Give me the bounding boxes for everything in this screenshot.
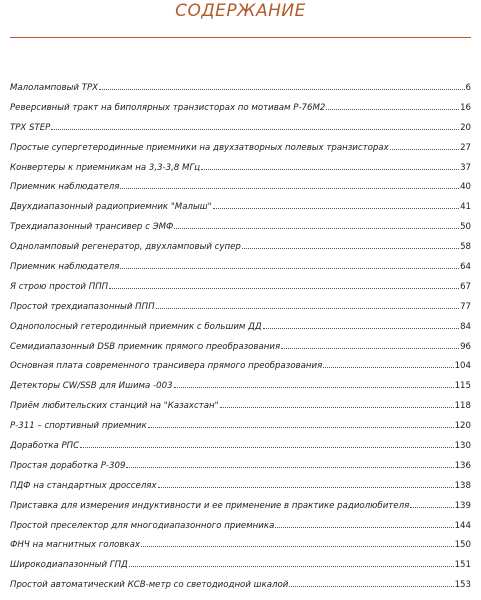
toc-dot-leader — [220, 406, 454, 408]
toc-entry-title: Р-311 – спортивный приемник — [10, 421, 147, 432]
toc-entry-page: 104 — [454, 361, 471, 372]
toc-entry-title: Приставка для измерения индуктивности и ее применение в практике радиолюбителя — [10, 500, 410, 511]
toc-entry-title: ФНЧ на магнитных головках — [10, 540, 140, 551]
toc-dot-leader — [156, 307, 460, 309]
toc-dot-leader — [148, 426, 454, 428]
toc-entry[interactable] — [10, 139, 471, 159]
toc-dot-leader — [326, 108, 459, 110]
toc-entry-page: 40 — [460, 182, 471, 193]
toc-entry-page: 153 — [454, 580, 471, 591]
toc-entry[interactable] — [10, 556, 471, 576]
toc-entry-title: Трехдиапазонный трансивер с ЭМФ — [10, 222, 174, 233]
title-divider — [10, 37, 471, 38]
toc-entry-page: 37 — [460, 162, 471, 173]
toc-entry-title: ПДФ на стандартных дросселях — [10, 480, 157, 491]
toc-entry-page: 96 — [460, 341, 471, 352]
toc-entry[interactable] — [10, 457, 471, 477]
toc-entry[interactable] — [10, 159, 471, 179]
toc-entry[interactable] — [10, 218, 471, 238]
toc-entry-title: Детекторы CW/SSB для Ишима -003 — [10, 381, 173, 392]
page-title: СОДЕРЖАНИЕ — [175, 1, 306, 21]
toc-entry[interactable] — [10, 377, 471, 397]
toc-entry-page: 77 — [460, 301, 471, 312]
toc-entry[interactable] — [10, 338, 471, 358]
toc-dot-leader — [126, 466, 453, 468]
toc-entry-page: 64 — [460, 262, 471, 273]
toc-dot-leader — [120, 187, 459, 189]
toc-entry-page: 150 — [454, 540, 471, 551]
toc-dot-leader — [323, 366, 453, 368]
toc-dot-leader — [158, 486, 454, 488]
toc-entry[interactable] — [10, 437, 471, 457]
toc-entry-page: 6 — [465, 83, 471, 93]
toc-entry-title: Реверсивный тракт на биполярных транзисторах по мотивам Р-76М2 — [10, 102, 326, 113]
toc-entry-title: Однополосный гетеродинный приемник с большим ДД — [10, 321, 262, 332]
toc-entry-title: Доработка РПС — [10, 441, 80, 452]
toc-dot-leader — [80, 446, 454, 448]
toc-dot-leader — [174, 386, 454, 388]
toc-entry-title: Простые супергетеродинные приемники на двухзатворных полевых транзисторах — [10, 142, 389, 153]
toc-entry[interactable] — [10, 517, 471, 537]
toc-entry-title: Широкодиапазонный ГПД — [10, 560, 128, 571]
toc-entry-page: 41 — [460, 202, 471, 213]
toc-dot-leader — [263, 327, 460, 329]
toc-dot-leader — [275, 526, 453, 528]
toc-entry-page: 115 — [454, 381, 471, 392]
toc-dot-leader — [281, 347, 459, 349]
toc-entry-page: 138 — [454, 480, 471, 491]
toc-entry-title: Основная плата современного трансивера прямого преобразования — [10, 361, 323, 372]
toc-dot-leader — [410, 506, 453, 508]
toc-entry[interactable] — [10, 198, 471, 218]
toc-entry-title: Малоламповый ТРХ — [10, 83, 99, 93]
toc-dot-leader — [201, 168, 459, 170]
toc-entry-title: Одноламповый регенератор, двухламповый супер — [10, 242, 241, 253]
toc-entry-page: 120 — [454, 421, 471, 432]
toc-entry[interactable] — [10, 258, 471, 278]
toc-entry[interactable] — [10, 536, 471, 556]
toc-entry-title: Приемник наблюдателя — [10, 262, 120, 273]
toc-dot-leader — [390, 148, 459, 150]
toc-entry[interactable] — [10, 318, 471, 338]
toc-entry-page: 136 — [454, 460, 471, 471]
toc-entry-page: 139 — [454, 500, 471, 511]
toc-entry[interactable] — [10, 477, 471, 497]
toc-entry-title: Конвертеры к приемникам на 3,3-3,8 МГц — [10, 162, 201, 173]
toc-entry[interactable] — [10, 79, 471, 99]
toc-entry-title: Я строю простой ППП — [10, 281, 109, 292]
toc-entry-page: 16 — [460, 102, 471, 113]
toc-entry[interactable] — [10, 99, 471, 119]
toc-entry-title: Двухдиапазонный радиоприемник "Малыш" — [10, 202, 212, 213]
toc-entry-title: Семидиапазонный DSB приемник прямого преобразования — [10, 341, 281, 352]
toc-entry[interactable] — [10, 238, 471, 258]
toc-entry-page: 151 — [454, 560, 471, 571]
toc-dot-leader — [242, 247, 459, 249]
toc-entry-page: 20 — [460, 122, 471, 133]
toc-entry-title: Простой трехдиапазонный ППП — [10, 301, 155, 312]
toc-dot-leader — [213, 207, 459, 209]
toc-entry[interactable] — [10, 576, 471, 596]
toc-dot-leader — [141, 545, 454, 547]
toc-entry[interactable] — [10, 397, 471, 417]
table-of-contents — [10, 79, 471, 596]
toc-entry[interactable] — [10, 417, 471, 437]
toc-entry-title: Простой преселектор для многодиапазонного приемника — [10, 520, 275, 531]
toc-entry-title: Приём любительских станций на "Казахстан" — [10, 401, 219, 412]
toc-entry-page: 84 — [460, 321, 471, 332]
toc-entry-page: 67 — [460, 281, 471, 292]
toc-dot-leader — [289, 585, 453, 587]
toc-dot-leader — [51, 128, 459, 130]
toc-entry-title: TPX STEP — [10, 122, 51, 133]
toc-entry[interactable] — [10, 298, 471, 318]
toc-entry-page: 58 — [460, 242, 471, 253]
toc-entry-title: Простой автоматический КСВ-метр со светодиодной шкалой — [10, 580, 289, 591]
toc-entry-page: 130 — [454, 441, 471, 452]
toc-dot-leader — [174, 227, 459, 229]
toc-entry-title: Простая доработка Р-309 — [10, 460, 126, 471]
toc-dot-leader — [99, 88, 464, 90]
toc-entry[interactable] — [10, 278, 471, 298]
toc-entry-page: 118 — [454, 401, 471, 412]
toc-entry[interactable] — [10, 119, 471, 139]
toc-entry[interactable] — [10, 497, 471, 517]
toc-dot-leader — [120, 267, 459, 269]
toc-entry-page: 144 — [454, 520, 471, 531]
toc-entry-title: Приемник наблюдателя — [10, 182, 120, 193]
toc-entry-page: 50 — [460, 222, 471, 233]
toc-dot-leader — [129, 565, 454, 567]
toc-entry[interactable] — [10, 178, 471, 198]
toc-entry-page: 27 — [460, 142, 471, 153]
toc-dot-leader — [109, 287, 459, 289]
toc-entry[interactable] — [10, 357, 471, 377]
